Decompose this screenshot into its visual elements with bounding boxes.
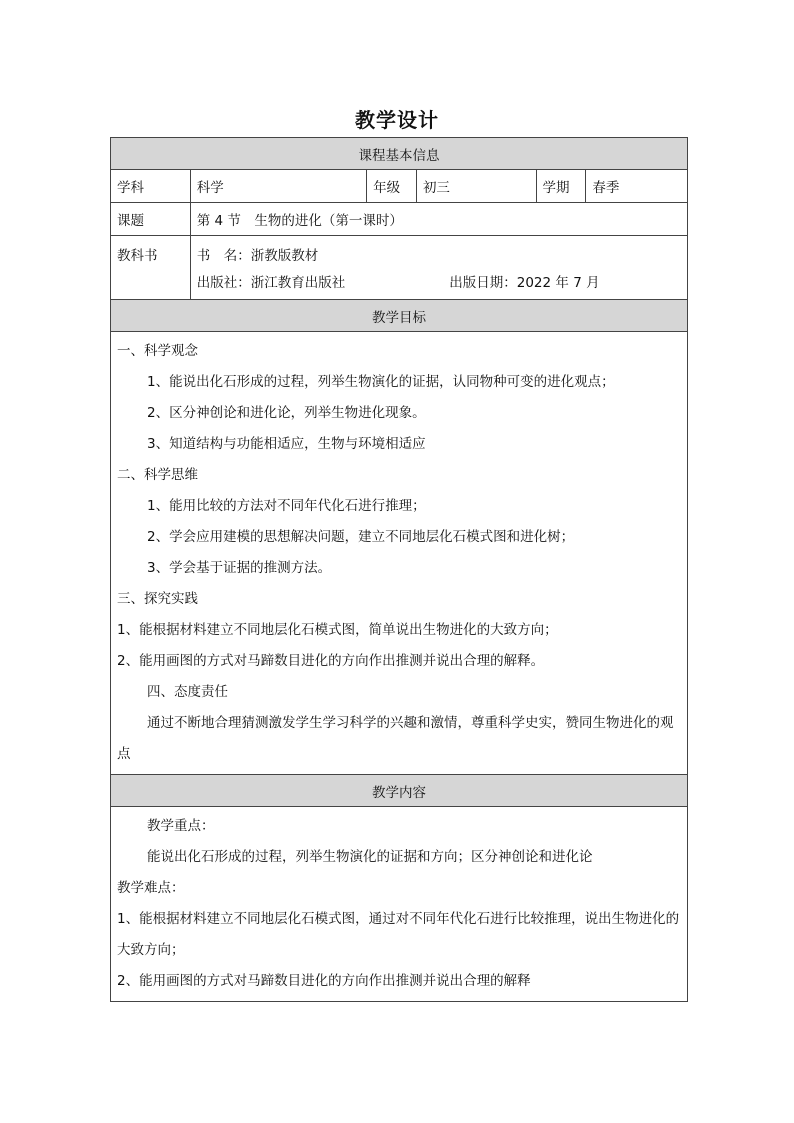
basic-info-header-row (111, 138, 687, 170)
content-body (111, 807, 687, 1001)
section-title: 二、科学思维 (117, 467, 198, 483)
publish-date: 出版日期：2022 年 7 月 (449, 275, 600, 292)
term-value: 春季 (592, 180, 620, 196)
textbook-details (191, 236, 687, 299)
objectives-body-row (111, 332, 687, 775)
list-item: 2、能用画图的方式对马蹄数目进化的方向作出推测并说出合理的解释 (117, 973, 531, 989)
lesson-plan-table (110, 137, 688, 1002)
objectives-body (111, 332, 687, 774)
document-title: 教学设计 (355, 108, 439, 132)
list-item: 1、能说出化石形成的过程，列举生物演化的证据，认同物种可变的进化观点； (147, 374, 615, 390)
list-item: 1、能用比较的方法对不同年代化石进行推理； (147, 498, 426, 514)
book-name: 书 名：浙教版教材 (196, 247, 319, 264)
key-points-title: 教学重点： (147, 818, 215, 834)
publisher-line (197, 268, 681, 296)
content-header-row (111, 775, 687, 807)
topic-value: 第 4 节 生物的进化（第一课时） (196, 213, 403, 229)
content-header: 教学内容 (111, 775, 687, 806)
textbook-label: 教科书 (111, 236, 191, 299)
basic-info-row (111, 170, 687, 203)
list-item: 3、学会基于证据的推测方法。 (147, 560, 332, 576)
subject-label: 学科 (111, 170, 191, 202)
grade-value: 初三 (417, 170, 537, 202)
publisher: 出版社：浙江教育出版社 (196, 275, 346, 292)
list-item: 2、区分神创论和进化论，列举生物进化现象。 (147, 405, 426, 421)
list-item: 1、能根据材料建立不同地层化石模式图，通过对不同年代化石进行比较推理，说出生物进化的大致方向； (117, 911, 680, 958)
grade-label: 年级 (367, 170, 417, 202)
subject-value: 科学 (191, 170, 367, 202)
topic-label: 课题 (111, 203, 191, 235)
content-body-row (111, 807, 687, 1001)
term-label: 学期 (537, 170, 587, 202)
list-item: 2、能用画图的方式对马蹄数目进化的方向作出推测并说出合理的解释。 (117, 653, 545, 669)
difficulties-title: 教学难点： (117, 880, 185, 896)
topic-row (111, 203, 687, 236)
section-title: 一、科学观念 (117, 343, 198, 359)
list-item: 1、能根据材料建立不同地层化石模式图，简单说出生物进化的大致方向； (117, 622, 558, 638)
basic-info-header: 课程基本信息 (111, 138, 687, 169)
attitude-text: 通过不断地合理猜测激发学生学习科学的兴趣和激情，尊重科学史实，赞同生物进化的观点 (117, 715, 674, 762)
section-title: 四、态度责任 (147, 684, 228, 700)
textbook-row (111, 236, 687, 300)
list-item: 2、学会应用建模的思想解决问题，建立不同地层化石模式图和进化树； (147, 529, 575, 545)
section-title: 三、探究实践 (117, 591, 198, 607)
list-item: 3、知道结构与功能相适应，生物与环境相适应 (147, 436, 426, 452)
objectives-header-row (111, 300, 687, 332)
key-points-text: 能说出化石形成的过程，列举生物演化的证据和方向；区分神创论和进化论 (147, 849, 593, 865)
objectives-header: 教学目标 (111, 300, 687, 331)
